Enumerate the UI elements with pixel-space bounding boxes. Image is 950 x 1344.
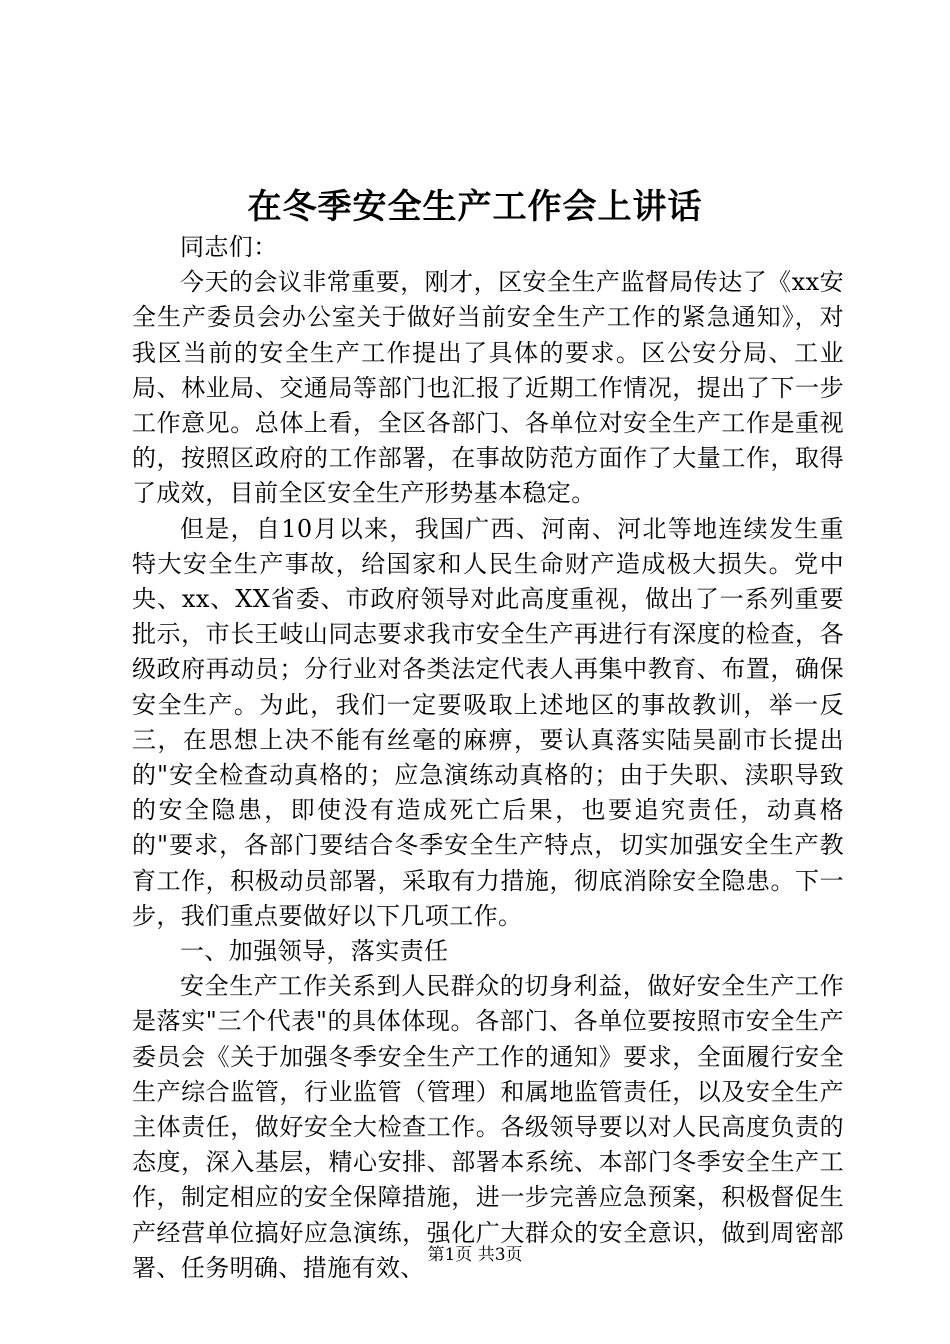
- document-title: 在冬季安全生产工作会上讲话: [247, 187, 703, 227]
- section-heading-1: 一、加强领导，落实责任: [180, 937, 449, 966]
- document-body: [132, 230, 844, 1286]
- salutation: 同志们：: [180, 233, 278, 261]
- paragraph-1: 今天的会议非常重要，刚才，区安全生产监督局传达了《xx安全生产委员会办公室关于做好当前安全生产工作的紧急通知》，对我区当前的安全生产工作提出了具体的要求。区公安分局、工业局、林业局、交通局等部门也汇报了近期工作情况，提出了下一步工作意见。总体上看，全区各部门、各单位对安全生产工作是重视的，按照区政府的工作部署，在事故防范方面作了大量工作，取得了成效，目前全区安全生产形势基本稳定。: [132, 268, 844, 508]
- paragraph-2: 但是，自10月以来，我国广西、河南、河北等地连续发生重特大安全生产事故，给国家和人民生命财产造成极大损失。党中央、xx、XX省委、市政府领导对此高度重视，做出了一系列重要批示，市长王岐山同志要求我市安全生产再进行有深度的检查，各级政府再动员；分行业对各类法定代表人再集中教育、布置，确保安全生产。为此，我们一定要吸取上述地区的事故教训，举一反三，在思想上决不能有丝毫的麻痹，要认真落实陆昊副市长提出的"安全检查动真格的；应急演练动真格的；由于失职、渎职导致的安全隐患，即使没有造成死亡后果，也要追究责任，动真格的"要求，各部门要结合冬季安全生产特点，切实加强安全生产教育工作，积极动员部署，采取有力措施，彻底消除安全隐患。下一步，我们重点要做好以下几项工作。: [132, 514, 844, 930]
- page-number-footer: 第1页 共3页: [427, 1245, 523, 1265]
- paragraph-3: 安全生产工作关系到人民群众的切身利益，做好安全生产工作是落实"三个代表"的具体体现。各部门、各单位要按照市安全生产委员会《关于加强冬季安全生产工作的通知》要求，全面履行安全生产综合监管，行业监管（管理）和属地监管责任，以及安全生产主体责任，做好安全大检查工作。各级领导要以对人民高度负责的态度，深入基层，精心安排、部署本系统、本部门冬季安全生产工作，制定相应的安全保障措施，进一步完善应急预案，积极督促生产经营单位搞好应急演练，强化广大群众的安全意识，做到周密部署、任务明确、措施有效、: [132, 972, 844, 1282]
